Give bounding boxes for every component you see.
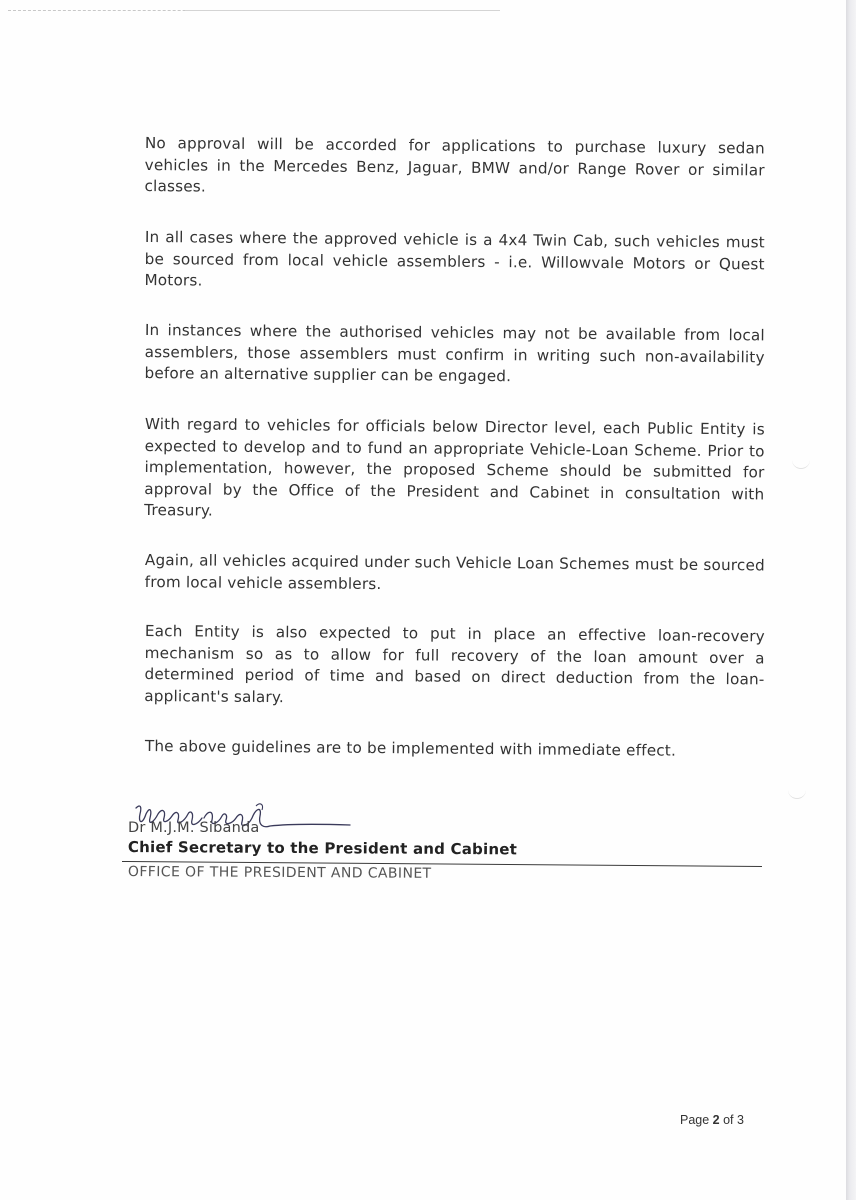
signatory-title: Chief Secretary to the President and Cabinet bbox=[127, 838, 518, 859]
page-number bbox=[680, 1113, 744, 1127]
paragraph-vehicle-loan-scheme: With regard to vehicles for officials below Director level, each Public Entity is expected to develop and to fund an appropriate Vehicle-Loan Scheme. Prior to implementation, however, the proposed Scheme should be submitted for approval by the Office of the President and Cabinet in consultation with Treasury. bbox=[144, 414, 765, 520]
signatory-name: Dr M.J.M. Sibanda bbox=[128, 820, 260, 836]
total-pages: 3 bbox=[737, 1113, 744, 1127]
page-prefix: Page bbox=[680, 1113, 713, 1127]
punch-hole-mark bbox=[788, 790, 806, 799]
paragraph-luxury-sedans: No approval will be accorded for applications to purchase luxury sedan vehicles in the Mercedes Benz, Jaguar, BMW and/or Range Rover or similar classes. bbox=[144, 133, 765, 196]
paragraph-twin-cab-sourcing: In all cases where the approved vehicle is a 4x4 Twin Cab, such vehicles must be sourced from local vehicle assemblers - i.e. Willowvale Motors or Quest Motors. bbox=[144, 227, 765, 290]
current-page: 2 bbox=[712, 1113, 720, 1127]
document-body bbox=[145, 133, 765, 758]
paragraph-non-availability: In instances where the authorised vehicles may not be available from local assemblers, those assemblers must confirm in writing such non-availability before an alternative supplier can be engaged. bbox=[144, 320, 765, 386]
punch-hole-mark bbox=[792, 460, 810, 469]
paragraph-local-assemblers: Again, all vehicles acquired under such Vehicle Loan Schemes must be sourced from local vehicle assemblers. bbox=[144, 551, 765, 593]
top-scan-line-2 bbox=[185, 10, 500, 11]
paragraph-immediate-effect: The above guidelines are to be implemented with immediate effect. bbox=[144, 736, 677, 760]
scan-edge-shadow bbox=[846, 0, 856, 1200]
paragraph-loan-recovery: Each Entity is also expected to put in place an effective loan-recovery mechanism so as to allow for full recovery of the loan amount over a determined period of time and based on direct deduction from the loan-applicant's salary. bbox=[144, 622, 765, 706]
page-separator: of bbox=[719, 1113, 737, 1127]
office-name: OFFICE OF THE PRESIDENT AND CABINET bbox=[127, 864, 432, 882]
